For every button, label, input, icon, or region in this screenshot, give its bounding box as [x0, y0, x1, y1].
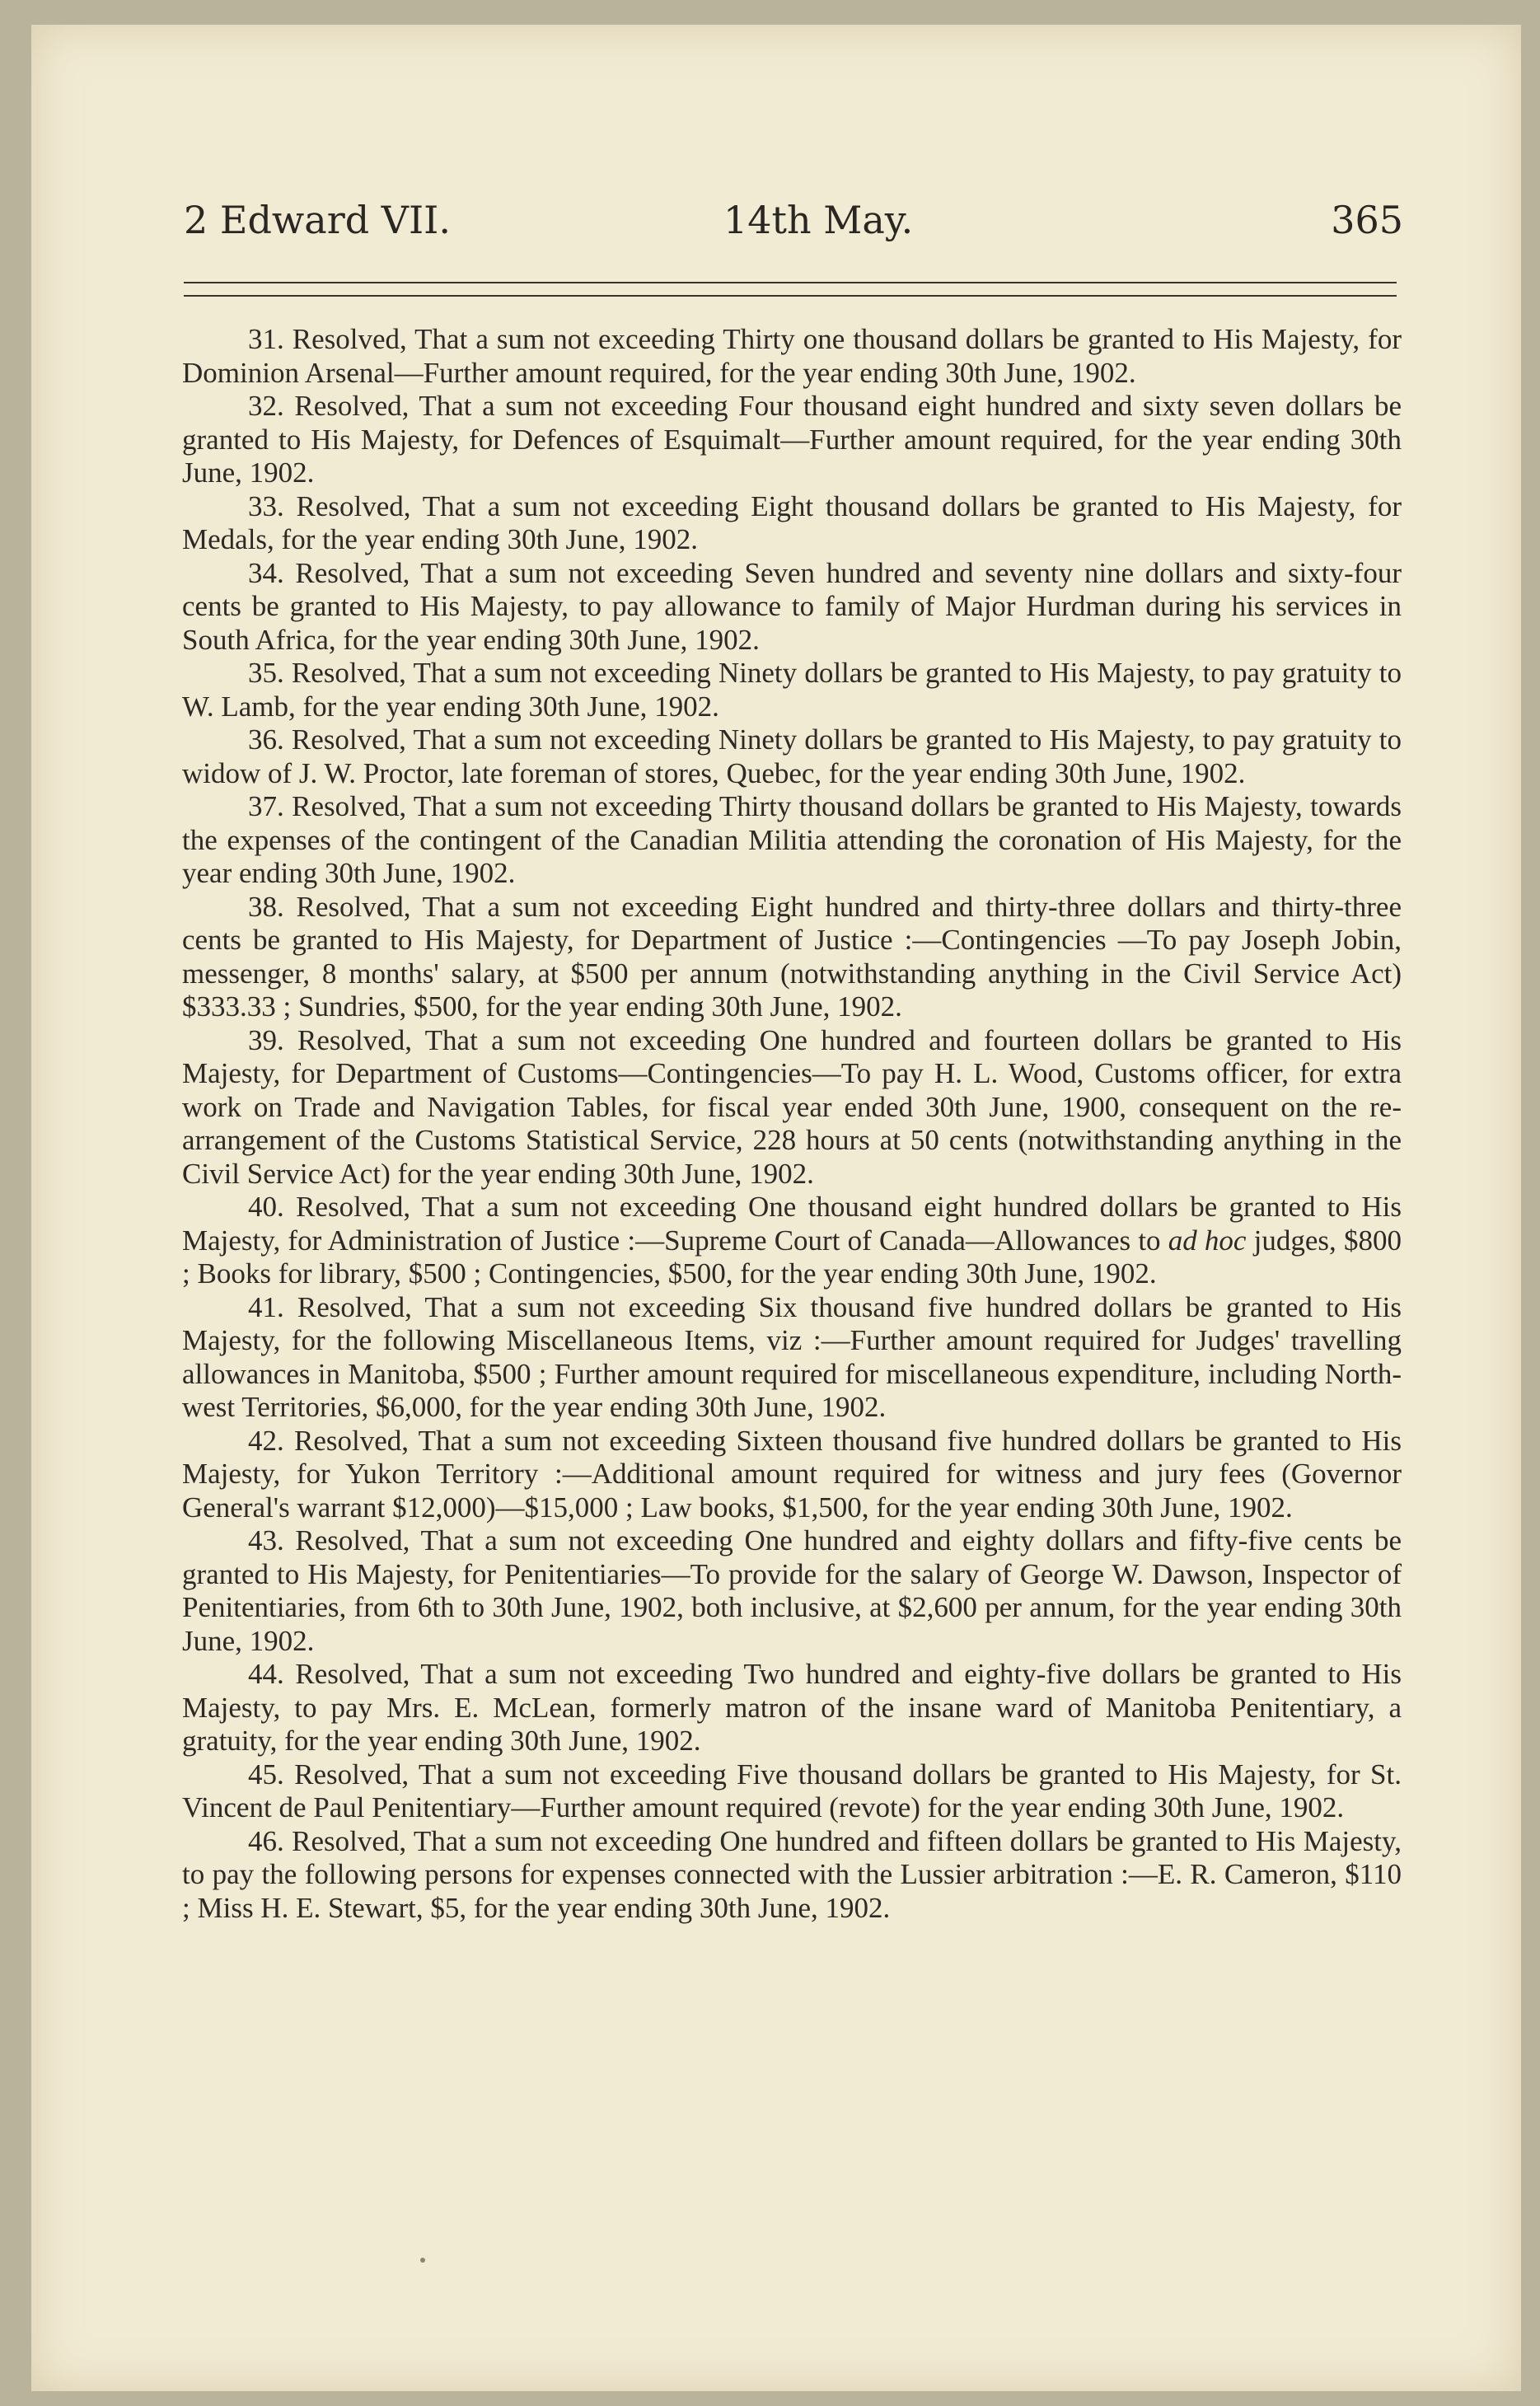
document-page: [31, 25, 1521, 2391]
resolution-39: 39. Resolved, That a sum not exceeding One hundred and fourteen dollars be granted to His Majesty, for Department of Customs—Contingencies—To pay H. L. Wood, Customs officer, for extra work on Trade and Navigation Tables, for fiscal year ended 30th June, 1900, consequent on the re-arrangement of the Customs Statistical Service, 228 hours at 50 cents (notwithstanding anything in the Civil Service Act) for the year ending 30th June, 1902.: [182, 1023, 1402, 1190]
resolution-36: 36. Resolved, That a sum not exceeding Ninety dollars be granted to His Majesty, to pay gratuity to widow of J. W. Proctor, late foreman of stores, Quebec, for the year ending 30th June, 1902.: [182, 723, 1402, 789]
page-header: [184, 198, 1403, 255]
resolution-41: 41. Resolved, That a sum not exceeding Six thousand five hundred dollars be granted to His Majesty, for the following Miscellaneous Items, viz :—Further amount required for Judges' travelling allowances in Manitoba, $500 ; Further amount required for miscellaneous expenditure, including North-west Territories, $6,000, for the year ending 30th June, 1902.: [182, 1290, 1402, 1423]
paper-speck: [420, 2258, 425, 2263]
resolution-35: 35. Resolved, That a sum not exceeding Ninety dollars be granted to His Majesty, to pay gratuity to W. Lamb, for the year ending 30th June, 1902.: [182, 657, 1402, 723]
resolution-40-text-after: judges, $800 ; Books for library, $500 ; Contingencies, $500, for the year ending 30th June, 1902.: [182, 1224, 1402, 1290]
resolution-40: [182, 1191, 1402, 1291]
resolution-45: 45. Resolved, That a sum not exceeding Five thousand dollars be granted to His Majesty, for St. Vincent de Paul Penitentiary—Further amount required (revote) for the year ending 30th June, 1902.: [182, 1758, 1402, 1823]
header-regnal-year: 2 Edward VII.: [184, 198, 451, 242]
resolution-40-italic: ad hoc: [1168, 1224, 1247, 1257]
resolution-31: 31. Resolved, That a sum not exceeding Thirty one thousand dollars be granted to His Majesty, for Dominion Arsenal—Further amount required, for the year ending 30th June, 1902.: [182, 323, 1402, 389]
resolution-44: 44. Resolved, That a sum not exceeding Two hundred and eighty-five dollars be granted to His Majesty, to pay Mrs. E. McLean, formerly matron of the insane ward of Manitoba Penitentiary, a gratuity, for the year ending 30th June, 1902.: [182, 1658, 1402, 1757]
resolution-37: 37. Resolved, That a sum not exceeding Thirty thousand dollars be granted to His Majesty, towards the expenses of the contingent of the Canadian Militia attending the coronation of His Majesty, for the year ending 30th June, 1902.: [182, 790, 1402, 889]
page-number: 365: [1331, 198, 1403, 242]
header-date: 14th May.: [723, 198, 914, 242]
resolution-38: 38. Resolved, That a sum not exceeding Eight hundred and thirty-three dollars and thirty-three cents be granted to His Majesty, for Department of Justice :—Contingencies —To pay Joseph Jobin, messenger, 8 months' salary, at $500 per annum (notwithstanding anything in the Civil Service Act) $333.33 ; Sundries, $500, for the year ending 30th June, 1902.: [182, 890, 1402, 1023]
resolution-46: 46. Resolved, That a sum not exceeding One hundred and fifteen dollars be granted to His Majesty, to pay the following persons for expenses connected with the Lussier arbitration :—E. R. Cameron, $110 ; Miss H. E. Stewart, $5, for the year ending 30th June, 1902.: [182, 1824, 1402, 1924]
resolution-32: 32. Resolved, That a sum not exceeding Four thousand eight hundred and sixty seven dollars be granted to His Majesty, for Defences of Esquimalt—Further amount required, for the year ending 30th June, 1902.: [182, 390, 1402, 489]
resolution-43: 43. Resolved, That a sum not exceeding One hundred and eighty dollars and fifty-five cents be granted to His Majesty, for Penitentiaries—To provide for the salary of George W. Dawson, Inspector of Penitentiaries, from 6th to 30th June, 1902, both inclusive, at $2,600 per annum, for the year ending 30th June, 1902.: [182, 1524, 1402, 1657]
resolutions-body: [182, 323, 1402, 1925]
resolution-40-text-before: 40. Resolved, That a sum not exceeding One thousand eight hundred dollars be granted to His Majesty, for Administration of Justice :—Supreme Court of Canada—Allowances to: [182, 1191, 1402, 1257]
resolution-33: 33. Resolved, That a sum not exceeding Eight thousand dollars be granted to His Majesty, for Medals, for the year ending 30th June, 1902.: [182, 489, 1402, 555]
resolution-34: 34. Resolved, That a sum not exceeding Seven hundred and seventy nine dollars and sixty-four cents be granted to His Majesty, to pay allowance to family of Major Hurdman during his services in South Africa, for the year ending 30th June, 1902.: [182, 556, 1402, 656]
header-double-rule: [184, 282, 1397, 297]
resolution-42: 42. Resolved, That a sum not exceeding Sixteen thousand five hundred dollars be granted to His Majesty, for Yukon Territory :—Additional amount required for witness and jury fees (Governor General's warrant $12,000)—$15,000 ; Law books, $1,500, for the year ending 30th June, 1902.: [182, 1424, 1402, 1524]
